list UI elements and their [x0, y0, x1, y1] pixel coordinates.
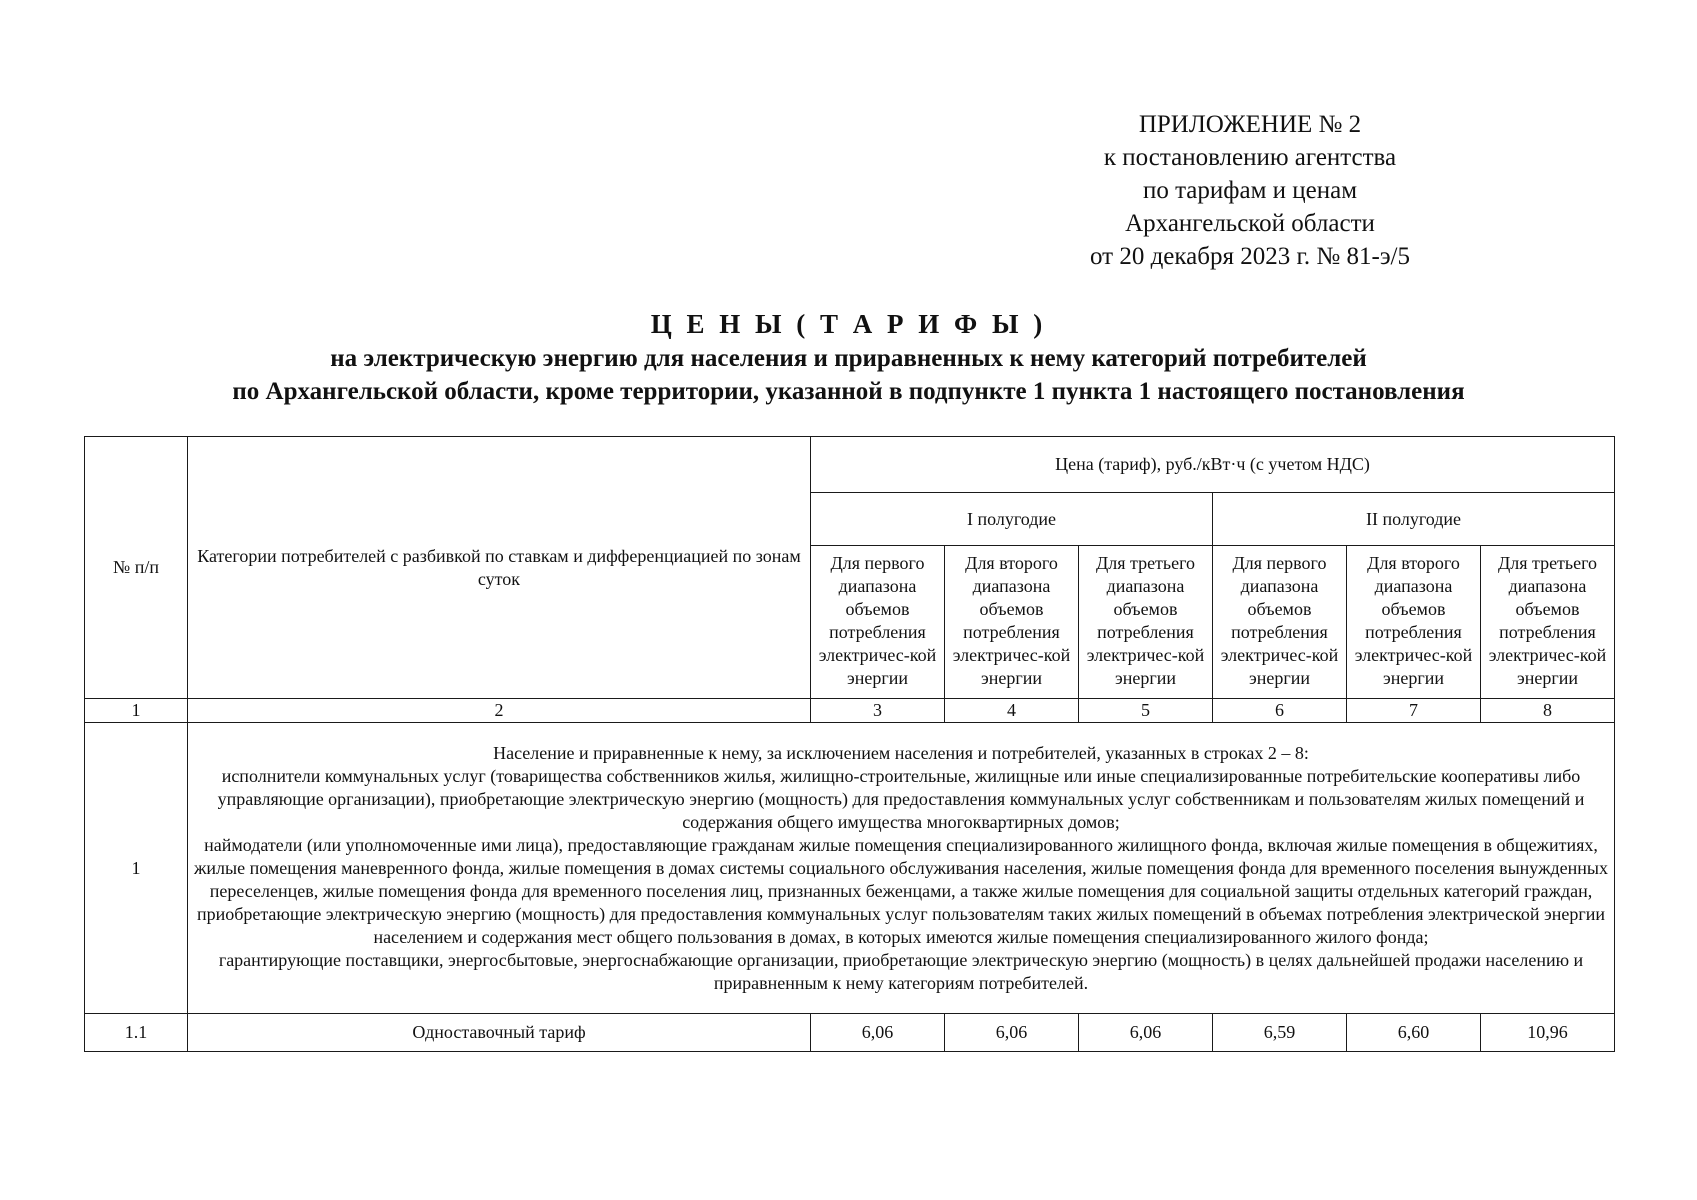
tariff-table [84, 436, 1615, 1052]
column-number: 4 [945, 699, 1079, 723]
table-row [85, 1014, 1615, 1052]
title-main: Ц Е Н Ы ( Т А Р И Ф Ы ) [650, 309, 1047, 339]
range-header: Для первого диапазона объемов потребления электричес-кой энергии [1213, 546, 1347, 699]
range-header: Для третьего диапазона объемов потребления электричес-кой энергии [1079, 546, 1213, 699]
column-number: 6 [1213, 699, 1347, 723]
appendix-header [1030, 108, 1470, 273]
column-number: 1 [85, 699, 188, 723]
category-description [188, 723, 1615, 1014]
appendix-line: от 20 декабря 2023 г. № 81-э/5 [1089, 243, 1411, 270]
description-paragraph: наймодатели (или уполномоченные ими лица), предоставляющие гражданам жилые помещения специализированного жилищного фонда, включая жилые помещения в общежитиях, жилые помещения маневренного фонда, жилые помещения в домах системы социального обслуживания населения, жилые помещения фонда для временного поселения вынужденных переселенцев, жилые помещения фонда для временного поселения лиц, признанных беженцами, а также жилые помещения для социальной защиты отдельных категорий граждан, приобретающие электрическую энергию (мощность) для предоставления коммунальных услуг пользователям таких жилых помещений в объемах потребления электрической энергии населением и содержания мест общего пользования в домах, в которых имеются жилые помещения специализированного жилого фонда; [193, 834, 1609, 947]
col-num-header: № п/п [85, 437, 188, 699]
description-paragraph: исполнители коммунальных услуг (товарищества собственников жилья, жилищно-строительные, жилищные или иные специализированные потребительские кооперативы либо управляющие организации), приобретающие электрическую энергию (мощность) для предоставления коммунальных услуг собственникам и пользователям жилых помещений и содержания общего имущества многоквартирных домов; [217, 765, 1585, 832]
table-row [85, 723, 1615, 1014]
title-line-1: на электрическую энергию для населения и приравненных к нему категорий потребителей [330, 345, 1367, 372]
appendix-line: к постановлению агентства [1103, 144, 1397, 171]
description-paragraph: Население и приравненные к нему, за исключением населения и потребителей, указанных в строках 2 – 8: [493, 742, 1309, 763]
column-number: 2 [188, 699, 811, 723]
column-number: 5 [1079, 699, 1213, 723]
header-row-1 [85, 437, 1615, 493]
column-number: 3 [811, 699, 945, 723]
range-header: Для второго диапазона объемов потребления электричес-кой энергии [1347, 546, 1481, 699]
half2-header: II полугодие [1213, 493, 1615, 546]
tariff-value: 6,60 [1347, 1014, 1481, 1052]
column-number: 8 [1481, 699, 1615, 723]
description-paragraph: гарантирующие поставщики, энергосбытовые, энергоснабжающие организации, приобретающие электрическую энергию (мощность) в целях дальнейшей продажи населению и приравненным к нему категориям потребителей. [218, 949, 1584, 993]
appendix-line: по тарифам и ценам [1142, 177, 1358, 204]
appendix-line: Архангельской области [1125, 210, 1375, 237]
tariff-value: 6,59 [1213, 1014, 1347, 1052]
column-number-row [85, 699, 1615, 723]
range-header: Для второго диапазона объемов потребления электричес-кой энергии [945, 546, 1079, 699]
row-number: 1 [85, 723, 188, 1014]
tariff-value: 6,06 [811, 1014, 945, 1052]
half1-header: I полугодие [811, 493, 1213, 546]
tariff-value: 10,96 [1481, 1014, 1615, 1052]
document-title [0, 306, 1697, 408]
tariff-value: 6,06 [945, 1014, 1079, 1052]
range-header: Для третьего диапазона объемов потребления электричес-кой энергии [1481, 546, 1615, 699]
tariff-label: Одноставочный тариф [188, 1014, 811, 1052]
row-number: 1.1 [85, 1014, 188, 1052]
tariff-value: 6,06 [1079, 1014, 1213, 1052]
column-number: 7 [1347, 699, 1481, 723]
appendix-line: ПРИЛОЖЕНИЕ № 2 [1138, 111, 1362, 138]
title-line-2: по Архангельской области, кроме территории, указанной в подпункте 1 пункта 1 настоящего постановления [232, 378, 1465, 405]
price-header: Цена (тариф), руб./кВт·ч (с учетом НДС) [811, 437, 1615, 493]
range-header: Для первого диапазона объемов потребления электричес-кой энергии [811, 546, 945, 699]
col-category-header: Категории потребителей с разбивкой по ставкам и дифференциацией по зонам суток [188, 437, 811, 699]
